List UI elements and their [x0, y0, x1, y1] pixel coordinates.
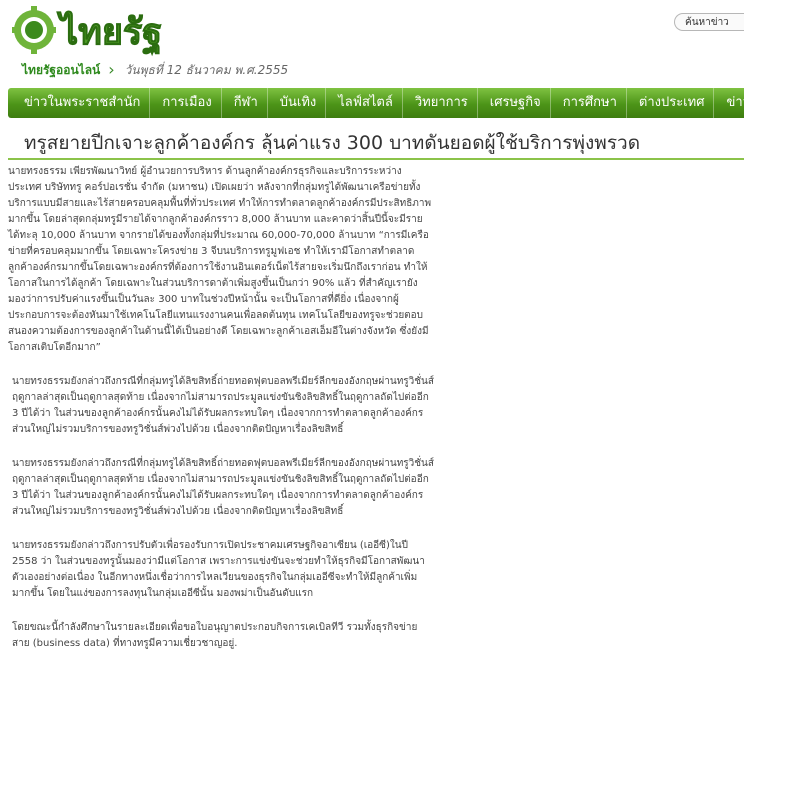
breadcrumb-site-link[interactable]: ไทยรัฐออนไลน์ — [22, 62, 101, 77]
nav-item-education[interactable]: การศึกษา — [551, 88, 627, 118]
nav-item-general[interactable]: ข่าวทั่วไป — [714, 88, 790, 118]
nav-item-royal[interactable]: ข่าวในพระราชสำนัก — [12, 88, 150, 118]
chevron-right-icon: › — [108, 60, 115, 79]
nav-item-international[interactable]: ต่างประเทศ — [627, 88, 715, 118]
nav-item-entertainment[interactable]: บันเทิง — [268, 88, 327, 118]
nav-item-science[interactable]: วิทยาการ — [403, 88, 478, 118]
article-paragraph: นายทรงธรรมยังกล่าวถึงการปรับตัวเพื่อรองรับการเปิดประชาคมเศรษฐกิจอาเซียน (เออีซี)ในปี 2558 ว่า ในส่วนของทรูนั้นมองว่ามีแต่โอกาส เพราะการแข่งขันจะช่วยทำให้ธุรกิจมีโอกาสพัฒนาตัวเองอย่างต่อเนื่อง ในอีกทางหนึ่งเชื่อว่าการไหลเวียนของธุรกิจในกลุ่มเออีซีจะทำให้มีลูกค้าเพิ่มมากขึ้น โดยในแง่ของการลงทุนในกลุ่มเออีซีนั้น มองพม่าเป็นอันดับแรก — [12, 540, 425, 599]
search-label: ค้นหาข่าว — [685, 17, 729, 28]
logo-graphic — [12, 6, 184, 54]
thairath-logo[interactable] — [12, 6, 184, 54]
breadcrumb — [22, 60, 288, 80]
nav-item-economy[interactable]: เศรษฐกิจ — [478, 88, 551, 118]
logo-text: ไทยรัฐ — [60, 12, 163, 53]
main-nav — [8, 88, 781, 118]
nav-item-sports[interactable]: กีฬา — [222, 88, 268, 118]
article-paragraph: โดยขณะนี้กำลังศึกษาในรายละเอียดเพื่อขอใบอนุญาตประกอบกิจการเคเบิลทีวี รวมทั้งธุรกิจข่ายสาย (business data) ที่ทางทรูมีความเชี่ยวชาญอยู่. — [12, 622, 418, 649]
article-paragraph: นายทรงธรรม เพียรพัฒนาวิทย์ ผู้อำนวยการบริหาร ด้านลูกค้าองค์กรธุรกิจและบริการระหว่างประเทศ บริษัททรู คอร์ปอเรชั่น จำกัด (มหาชน) เปิดเผยว่า หลังจากที่กลุ่มทรูได้พัฒนาเครือข่ายทั้งบริการแบบมีสายและไร้สายครอบคลุมพื้นที่ทั่วประเทศ ทำให้การทำตลาดลูกค้าองค์กรมีประสิทธิภาพมากขึ้น โดยล่าสุดกลุ่มทรูมีรายได้จากลูกค้าองค์กรราว 8,000 ล้านบาท และคาดว่าสิ้นปีนี้จะมีรายได้ทะลุ 10,000 ล้านบาท จากรายได้ของทั้งกลุ่มที่ประมาณ 60,000-70,000 ล้านบาท “การมีเครือข่ายที่ครอบคลุมมากขึ้น โดยเฉพาะโครงข่าย 3 จีบนบริการทรูมูฟเอช ทำให้เรามีโอกาสทำตลาดลูกค้าองค์กรมากขึ้นโดยเฉพาะองค์กรที่ต้องการใช้งานอินเตอร์เน็ตไร้สายจะเริ่มนึกถึงเราก่อน ทำให้โอกาสในการได้ลูกค้า โดยเฉพาะในส่วนบริการดาต้าเพิ่มสูงขึ้นเป็นกว่า 90% แล้ว ที่สำคัญเรายังมองว่าการปรับค่าแรงขึ้นเป็นวันละ 300 บาทในช่วงปีหน้านั้น จะเป็นโอกาสที่ดียิ่ง เนื่องจากผู้ประกอบการจะต้องหันมาใช้เทคโนโลยีแทนแรงงานคนเพื่อลดต้นทุน เทคโนโลยีของทรูจะช่วยตอบสนองความต้องการของลูกค้าในด้านนี้ได้เป็นอย่างดี โดยเฉพาะลูกค้าเอสเอ็มอีในต่างจังหวัด ซึ่งยังมีโอกาสเติบโตอีกมาก” — [8, 166, 432, 353]
article-body — [8, 164, 434, 652]
search-button[interactable] — [674, 13, 744, 31]
article-paragraph: นายทรงธรรมยังกล่าวถึงกรณีที่กลุ่มทรูได้ลิขสิทธิ์ถ่ายทอดฟุตบอลพรีเมียร์ลีกของอังกฤษผ่านทรูวิชั่นส์ ฤดูกาลล่าสุดเป็นฤดูกาลสุดท้าย เนื่องจากไม่สามารถประมูลแข่งขันชิงลิขสิทธิ์ในฤดูกาลถัดไปต่ออีก 3 ปีได้ว่า ในส่วนของลูกค้าองค์กรนั้นคงไม่ได้รับผลกระทบใดๆ เนื่องจากการทำตลาดลูกค้าองค์กรส่วนใหญ่ไม่รวมบริการของทรูวิชั่นส์พ่วงไปด้วย เนื่องจากติดปัญหาเรื่องลิขสิทธิ์ — [12, 458, 434, 517]
article-title: ทรูสยายปีกเจาะลูกค้าองค์กร ลุ้นค่าแรง 300 บาทดันยอดผู้ใช้บริการพุ่งพรวด — [24, 132, 641, 154]
article-paragraph: นายทรงธรรมยังกล่าวถึงกรณีที่กลุ่มทรูได้ลิขสิทธิ์ถ่ายทอดฟุตบอลพรีเมียร์ลีกของอังกฤษผ่านทรูวิชั่นส์ ฤดูกาลล่าสุดเป็นฤดูกาลสุดท้าย เนื่องจากไม่สามารถประมูลแข่งขันชิงลิขสิทธิ์ในฤดูกาลถัดไปต่ออีก 3 ปีได้ว่า ในส่วนของลูกค้าองค์กรนั้นคงไม่ได้รับผลกระทบใดๆ เนื่องจากการทำตลาดลูกค้าองค์กรส่วนใหญ่ไม่รวมบริการของทรูวิชั่นส์พ่วงไปด้วย เนื่องจากติดปัญหาเรื่องลิขสิทธิ์ — [12, 376, 434, 435]
nav-item-lifestyle[interactable]: ไลฟ์สไตล์ — [326, 88, 403, 118]
breadcrumb-date: วันพุธที่ 12 ธันวาคม พ.ศ.2555 — [124, 62, 289, 77]
article-header — [8, 120, 744, 160]
nav-item-politics[interactable]: การเมือง — [150, 88, 221, 118]
